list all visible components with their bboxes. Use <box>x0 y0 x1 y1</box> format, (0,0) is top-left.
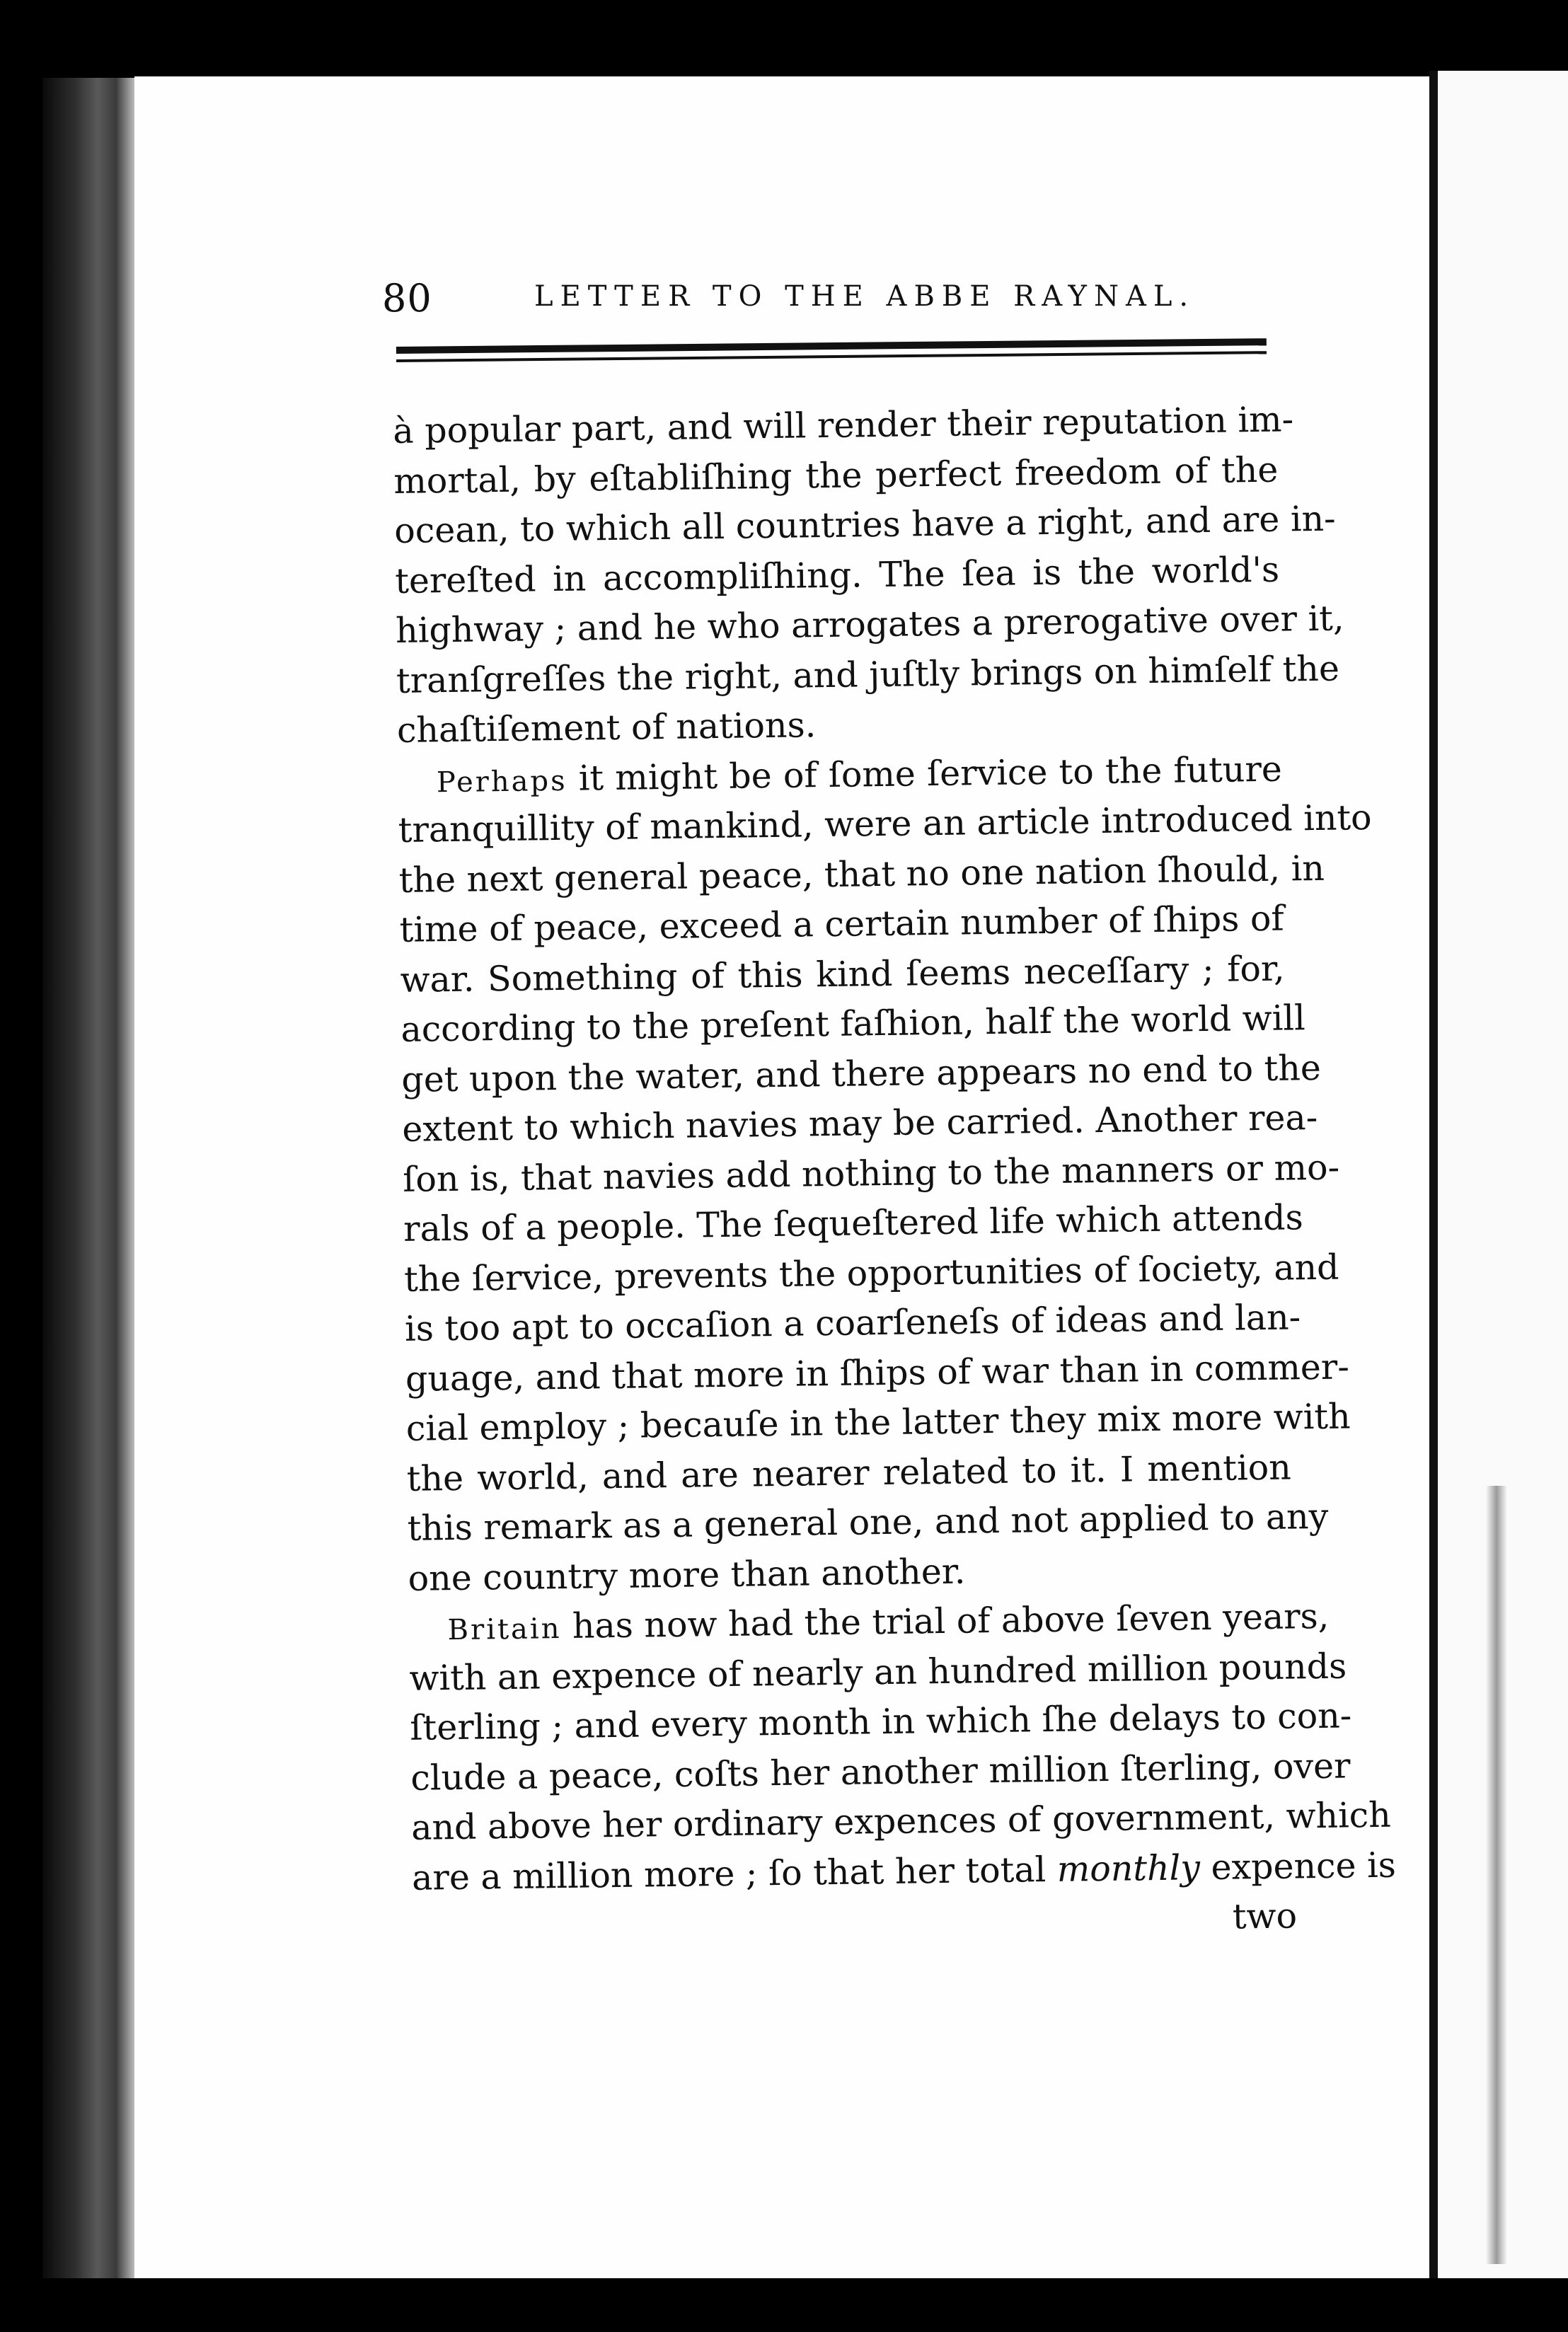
text-line: with an expence of nearly an hundred million pounds <box>409 1646 1347 1699</box>
paragraph-lead-word: Britain <box>447 1612 562 1647</box>
text-line: this remark as a general one, and not applied to any <box>407 1496 1329 1549</box>
text-run: expence is <box>1199 1845 1397 1888</box>
text-line: highway ; and he who arrogates a prerogative over it, <box>395 598 1344 651</box>
running-title: LETTER TO THE ABBE RAYNAL. <box>534 280 1196 313</box>
text-line: is too apt to occaſion a coarſeneſs of ideas and lan- <box>404 1297 1301 1349</box>
text-line: chaſtiſement of nations. <box>396 705 817 751</box>
text-run: it might be of ſome ſervice to the future <box>567 749 1283 799</box>
book-spine <box>42 78 134 2278</box>
text-line: clude a peace, coſts her another million ſterling, over <box>410 1745 1351 1799</box>
italic-word: monthly <box>1056 1847 1201 1890</box>
text-line: the next general peace, that no one nation ſhould, in <box>398 848 1325 901</box>
page-gutter-edge <box>1429 71 1438 2278</box>
text-line: cial employ ; becauſe in the latter they mix more with <box>405 1396 1351 1449</box>
text-line: the ſervice, prevents the opportunities of ſociety, and <box>403 1247 1339 1300</box>
text-line: get upon the water, and there appears no end to the <box>401 1047 1322 1100</box>
facing-page-shadow <box>1486 1486 1507 2264</box>
text-line: rals of a people. The ſequeſtered life which attends <box>403 1197 1304 1249</box>
text-run: has now had the trial of above ſeven years, <box>561 1595 1330 1647</box>
running-header <box>382 276 1302 325</box>
text-line: and above her ordinary expences of government, which <box>410 1794 1392 1848</box>
text-line: the world, and are nearer related to it. I mention <box>406 1447 1292 1499</box>
page-number: 80 <box>382 276 432 321</box>
text-line: tereſted in accompliſhing. The ſea is the world's <box>394 549 1280 601</box>
text-line: tranquillity of mankind, were an article introduced into <box>398 797 1372 850</box>
text-line: time of peace, exceed a certain number of ſhips of <box>399 898 1284 950</box>
text-line: ocean, to which all countries have a right, and are in- <box>393 498 1337 551</box>
text-line: guage, and that more in ſhips of war than in commer- <box>405 1346 1350 1399</box>
text-line: tranſgreſſes the right, and juſtly brings on himſelf the <box>396 648 1340 701</box>
text-line: according to the preſent faſhion, half the world will <box>400 998 1306 1050</box>
text-line: ſon is, that navies add nothing to the manners or mo- <box>402 1147 1340 1200</box>
text-line: war. Something of this kind ſeems neceſſary ; for, <box>400 948 1285 1000</box>
text-line: à popular part, and will render their reputation im- <box>393 399 1294 451</box>
text-run: are a million more ; ſo that her total <box>411 1849 1058 1898</box>
body-text <box>393 396 1397 1953</box>
paragraph-lead-word: Perhaps <box>436 764 567 799</box>
catchword: two <box>1232 1895 1298 1937</box>
text-line: extent to which navies may be carried. Another rea- <box>401 1097 1318 1150</box>
text-line: mortal, by eſtabliſhing the perfect freedom of the <box>393 449 1279 502</box>
text-line: one country more than another. <box>408 1551 966 1599</box>
header-rule-thin <box>396 351 1267 362</box>
text-line: ſterling ; and every month in which ſhe delays to con- <box>410 1695 1352 1748</box>
